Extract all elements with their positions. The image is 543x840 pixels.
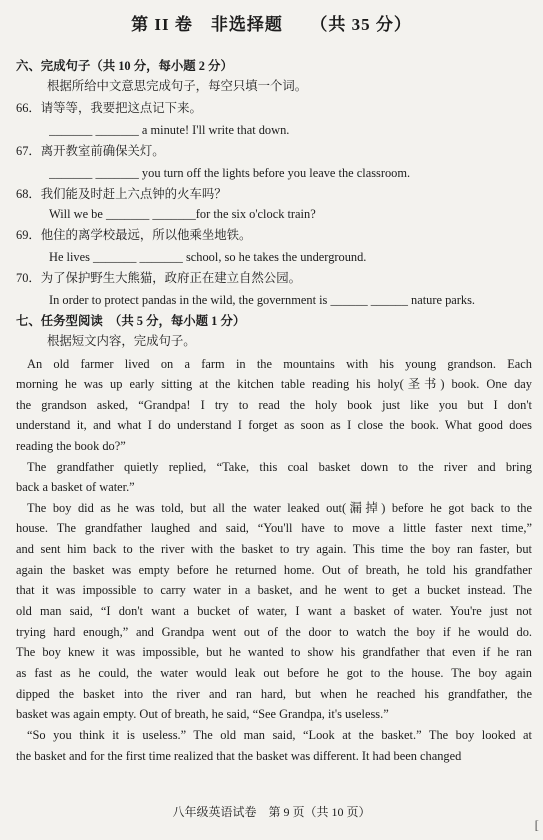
passage-line: understand it, and what I do understand I forget as soon as I close the book. What good does bbox=[16, 418, 532, 432]
q68-english: Will we be _______ _______for the six o'clock train? bbox=[49, 207, 316, 221]
section7-instruction: 根据短文内容，完成句子。 bbox=[47, 334, 196, 348]
q70-english: In order to protect pandas in the wild, the government is ______ ______ nature parks. bbox=[49, 293, 476, 307]
q66-english: _______ _______ a minute! I'll write that down. bbox=[49, 123, 290, 137]
passage-line: The boy knew it was impossible, but he wanted to show his grandfather that even if he ran bbox=[16, 645, 532, 659]
q69-english: He lives _______ _______ school, so he takes the underground. bbox=[49, 250, 367, 264]
passage-line: the basket and for the first time realized that the basket was different. It had been changed bbox=[16, 749, 462, 763]
passage-line: reading the book do?” bbox=[16, 439, 126, 453]
passage-line: basket was again empty. Out of breath, he said, “See Grandpa, it's useless.” bbox=[16, 707, 389, 721]
passage-line: house. The grandfather laughed and said, “You'll have to move a little faster next time,” bbox=[16, 521, 532, 535]
passage-line: again the basket was empty before he returned home. Out of breath, he told his grandfather bbox=[16, 563, 532, 577]
passage-line: “So you think it is useless.” The old man said, “Look at the basket.” The boy looked at bbox=[27, 728, 532, 742]
passage-line: as fast as he could, the water would leak out before he got to the house. The boy again bbox=[16, 666, 532, 680]
passage-line: back a basket of water.” bbox=[16, 480, 135, 494]
passage-line: and sent him back to the river with the basket to try again. This time the boy ran faster, but bbox=[16, 542, 532, 556]
q67-chinese: 67．离开教室前确保关灯。 bbox=[16, 144, 165, 158]
corner-mark: [ bbox=[534, 817, 539, 832]
page-title: 第 II 卷 非选择题 （共 35 分） bbox=[131, 15, 412, 34]
passage-line: An old farmer lived on a farm in the mountains with his young grandson. Each bbox=[27, 357, 532, 371]
passage-line: dipped the basket into the river and ran hard, but when he reached his grandfather, the bbox=[16, 687, 532, 701]
q66-chinese: 66．请等等，我要把这点记下来。 bbox=[16, 101, 202, 115]
section6-heading: 六、完成句子（共 10 分，每小题 2 分） bbox=[16, 59, 233, 73]
section7-heading: 七、任务型阅读 （共 5 分，每小题 1 分） bbox=[16, 314, 246, 328]
passage-line: The grandfather quietly replied, “Take, this coal basket down to the river and bring bbox=[27, 460, 532, 474]
passage-line: morning he was up early sitting at the kitchen table reading his holy(圣书) book. One day bbox=[16, 377, 532, 391]
passage-line: The boy did as he was told, but all the water leaked out(漏掉) before he got back to the bbox=[27, 501, 532, 515]
passage-line: the grandson asked, “Grandpa! I try to read the holy book just like you but I don't bbox=[16, 398, 532, 412]
passage-line: trying hard enough,” and Grandpa went out of the door to watch the boy if he would do. bbox=[16, 625, 532, 639]
q69-chinese: 69．他住的离学校最远，所以他乘坐地铁。 bbox=[16, 228, 252, 242]
q68-chinese: 68．我们能及时赶上六点钟的火车吗？ bbox=[16, 187, 227, 201]
q70-chinese: 70．为了保护野生大熊猫，政府正在建立自然公园。 bbox=[16, 271, 301, 285]
section6-instruction: 根据所给中文意思完成句子，每空只填一个词。 bbox=[47, 79, 308, 93]
q67-english: _______ _______ you turn off the lights before you leave the classroom. bbox=[49, 166, 411, 180]
passage-line: that it was impossible to carry water in a basket, and he went to get a bucket instead. The bbox=[16, 583, 532, 597]
page-footer: 八年级英语试卷 第 9 页（共 10 页） bbox=[172, 805, 371, 819]
passage-line: old man said, “I don't want a bucket of water, I want a basket of water. You're just not bbox=[16, 604, 532, 618]
